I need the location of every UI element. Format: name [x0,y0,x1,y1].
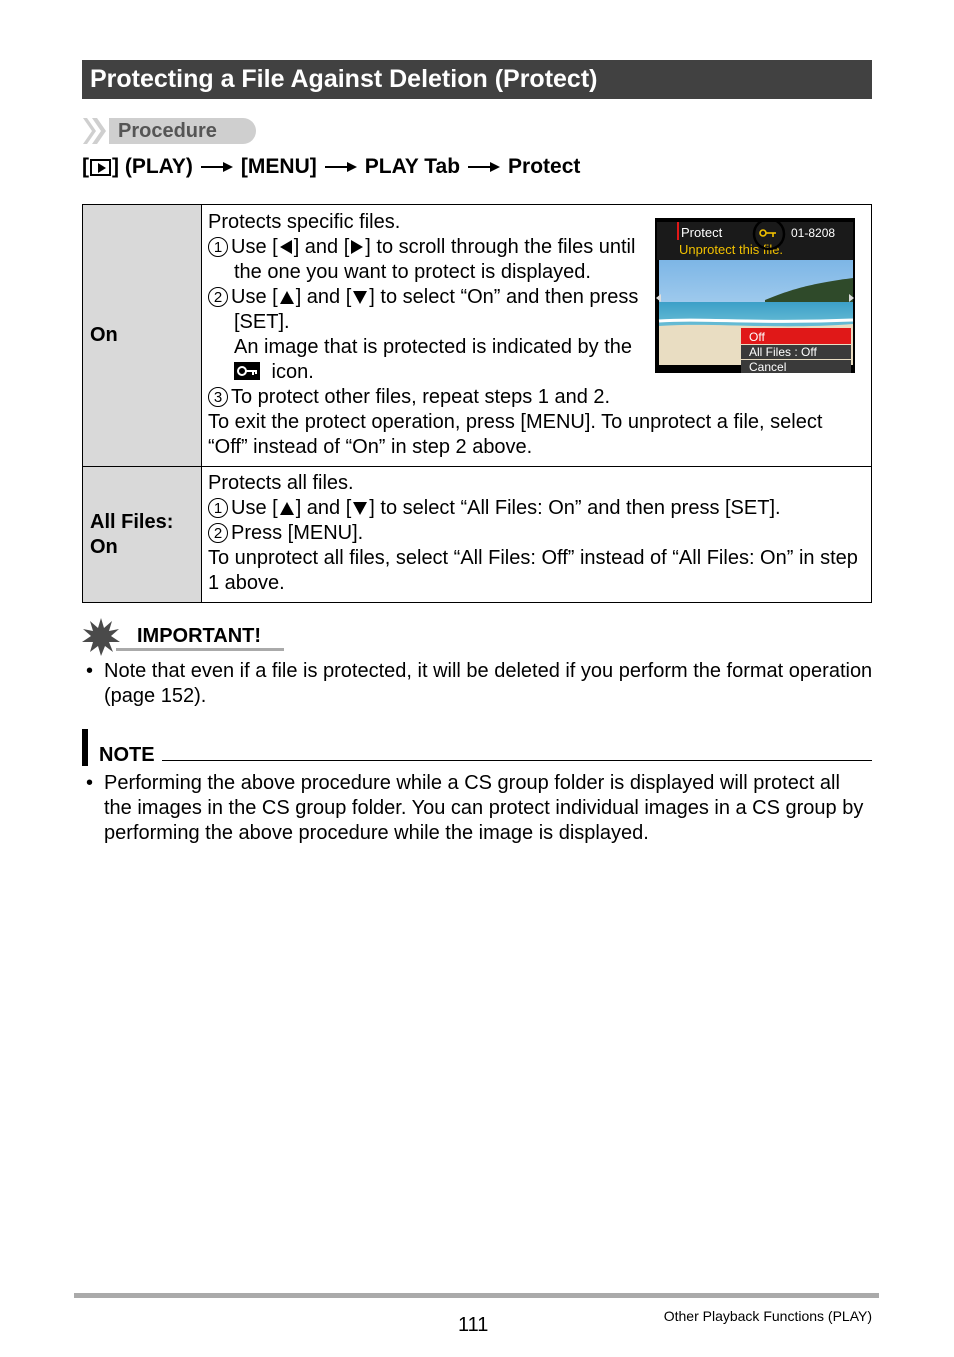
path-play-tab: PLAY Tab [364,155,461,178]
step-number: 1 [208,498,228,518]
footer-rule [74,1293,879,1298]
up-triangle-icon [280,291,294,304]
page-number: 111 [458,1314,489,1336]
procedure-label: Procedure [83,118,256,144]
screen-option-cancel: Cancel [749,360,787,373]
footer-section: Other Playback Functions (PLAY) [663,1308,872,1324]
camera-screen-image [655,218,855,373]
play-icon [90,159,111,176]
step-3: 3 To protect other files, repeat steps 1 and 2. [208,385,865,410]
arrow-right-icon [325,161,357,173]
arrow-right-icon [201,161,233,173]
down-triangle-icon [353,291,367,304]
option-desc-all-files [202,467,872,603]
table-row [83,467,872,603]
step-2: 2 Press [MENU]. [208,521,865,546]
screen-option-off: Off [749,330,765,344]
step-number: 2 [208,287,228,307]
path-protect: Protect [508,155,581,178]
path-open-bracket: [ [82,155,89,178]
chevron-right-icon [83,118,109,144]
step-number: 3 [208,387,228,407]
step-1: 1 Use [ ] and [ ] to scroll through the files until the one you want to protect is displayed. [208,235,650,285]
desc-intro: Protects all files. [208,472,354,494]
option-desc-on [202,205,872,467]
screen-subtitle: Unprotect this file. [679,242,784,257]
right-triangle-icon [351,240,363,254]
note-label: NOTE [99,744,155,766]
desc-outro: To unprotect all files, select “All Files: Off” instead of “All Files: On” in step 1 above. [208,547,858,594]
options-table [82,204,872,603]
step-2: 2 Use [ ] and [ ] to select “On” and then press [SET]. [208,285,650,335]
option-label-on: On [83,205,202,467]
section-title: Protecting a File Against Deletion (Protect) [82,60,872,99]
note-text: Performing the above procedure while a CS group folder is displayed will protect all the images in the CS group folder. You can protect individual images in a CS group by performing the above procedure while the image is displayed. [104,772,864,844]
screen-file-number: 01-8208 [791,226,836,240]
table-row [83,205,872,467]
path-play: ] (PLAY) [112,155,193,178]
bullet: • [86,660,94,682]
desc-outro: To exit the protect operation, press [MENU]. To unprotect a file, select “Off” instead of “On” in step 2 above. [208,410,823,458]
menu-path [82,153,580,181]
screen-option-all-files: All Files : Off [749,345,817,359]
step-number: 1 [208,237,228,257]
screen-menu-title: Protect [681,225,723,240]
arrow-right-icon [468,161,500,173]
step-number: 2 [208,523,228,543]
option-label-all-files: All Files: On [83,467,202,603]
step-1: 1 Use [ ] and [ ] to select “All Files: On” and then press [SET]. [208,496,865,521]
note-rule [162,760,872,761]
left-triangle-icon [280,240,292,254]
note-bar [82,729,88,766]
key-icon [234,362,260,380]
up-triangle-icon [280,502,294,515]
important-burst-icon [82,618,120,656]
path-menu: [MENU] [240,155,317,178]
desc-intro: Protects specific files. [208,210,401,233]
step-2-note: An image that is protected is indicated by the icon. [234,335,633,383]
down-triangle-icon [353,502,367,515]
bullet: • [86,772,94,794]
important-text: Note that even if a file is protected, it will be deleted if you perform the format operation (page 152). [104,660,873,707]
important-label: IMPORTANT! [137,625,262,647]
